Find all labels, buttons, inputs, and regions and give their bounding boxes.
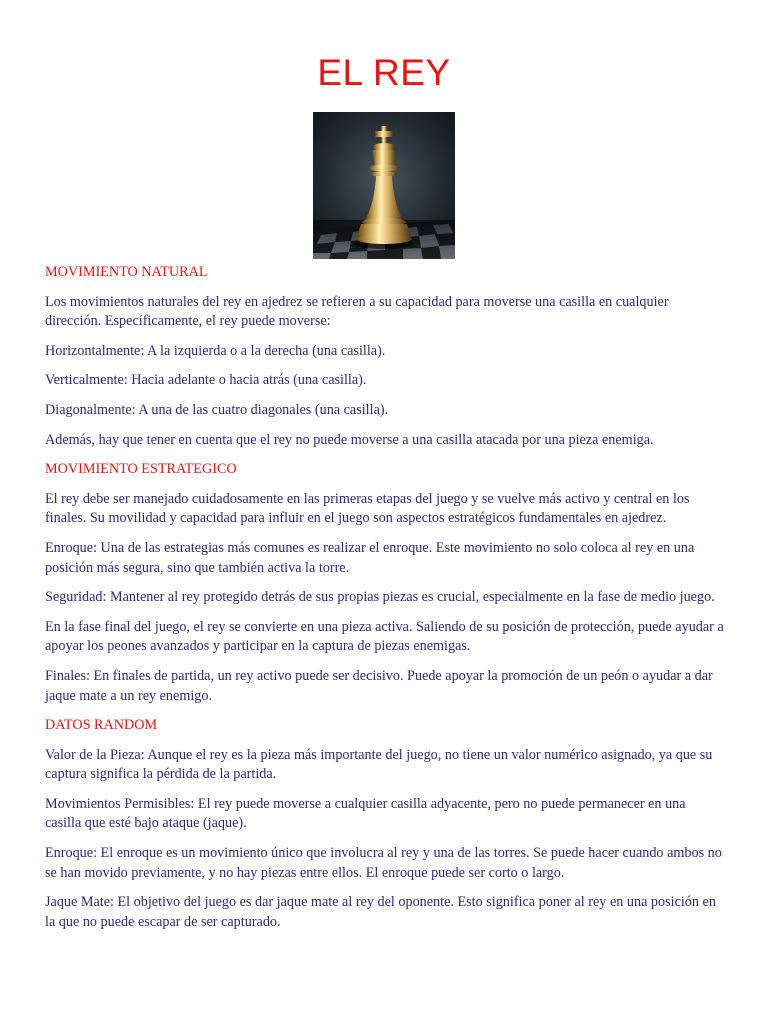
paragraph: Valor de la Pieza: Aunque el rey es la pieza más importante del juego, no tiene un valor numérico asignado, ya que su captura significa la pérdida de la partida. xyxy=(45,746,713,783)
paragraph: Además, hay que tener en cuenta que el rey no puede moverse a una casilla atacada por una pieza enemiga. xyxy=(45,431,654,448)
paragraph: El rey debe ser manejado cuidadosamente en las primeras etapas del juego y se vuelve más activo y central en los finales. Su movilidad y capacidad para influir en el juego son aspectos estratégicos fundamentales en ajedrez. xyxy=(45,490,690,527)
section-heading-movimiento-natural: MOVIMIENTO NATURAL xyxy=(45,264,208,280)
paragraph: Finales: En finales de partida, un rey activo puede ser decisivo. Puede apoyar la promoción de un peón o ayudar a dar jaque mate a un rey enemigo. xyxy=(45,667,713,704)
document-body xyxy=(45,263,725,942)
paragraph: En la fase final del juego, el rey se convierte en una pieza activa. Saliendo de su posición de protección, puede ayudar a apoyar los peones avanzados y participar en la captura de piezas enemigas. xyxy=(45,618,724,655)
paragraph: Enroque: Una de las estrategias más comunes es realizar el enroque. Este movimiento no solo coloca al rey en una posición más segura, sino que también activa la torre. xyxy=(45,539,695,576)
king-chess-piece-image xyxy=(313,112,455,259)
paragraph: Horizontalmente: A la izquierda o a la derecha (una casilla). xyxy=(45,342,386,359)
paragraph: Verticalmente: Hacia adelante o hacia atrás (una casilla). xyxy=(45,372,367,389)
paragraph: Movimientos Permisibles: El rey puede moverse a cualquier casilla adyacente, pero no puede permanecer en una casilla que esté bajo ataque (jaque). xyxy=(45,795,686,832)
section-heading-movimiento-estrategico: MOVIMIENTO ESTRATEGICO xyxy=(45,461,237,478)
section-heading-datos-random: DATOS RANDOM xyxy=(45,717,158,734)
paragraph: Jaque Mate: El objetivo del juego es dar jaque mate al rey del oponente. Esto significa poner al rey en una posición en la que no puede escapar de ser capturado. xyxy=(45,894,716,930)
paragraph: Enroque: El enroque es un movimiento único que involucra al rey y una de las torres. Se puede hacer cuando ambos no se han movido previamente, y no hay piezas entre ellos. El enroque puede ser corto o largo. xyxy=(45,845,722,881)
paragraph: Diagonalmente: A una de las cuatro diagonales (una casilla). xyxy=(45,401,389,418)
page-title: EL REY xyxy=(317,52,451,93)
paragraph: Los movimientos naturales del rey en ajedrez se refieren a su capacidad para moverse una casilla en cualquier dirección. Específicamente, el rey puede moverse: xyxy=(45,293,669,330)
paragraph: Seguridad: Mantener al rey protegido detrás de sus propias piezas es crucial, especialmente en la fase de medio juego. xyxy=(45,589,715,606)
